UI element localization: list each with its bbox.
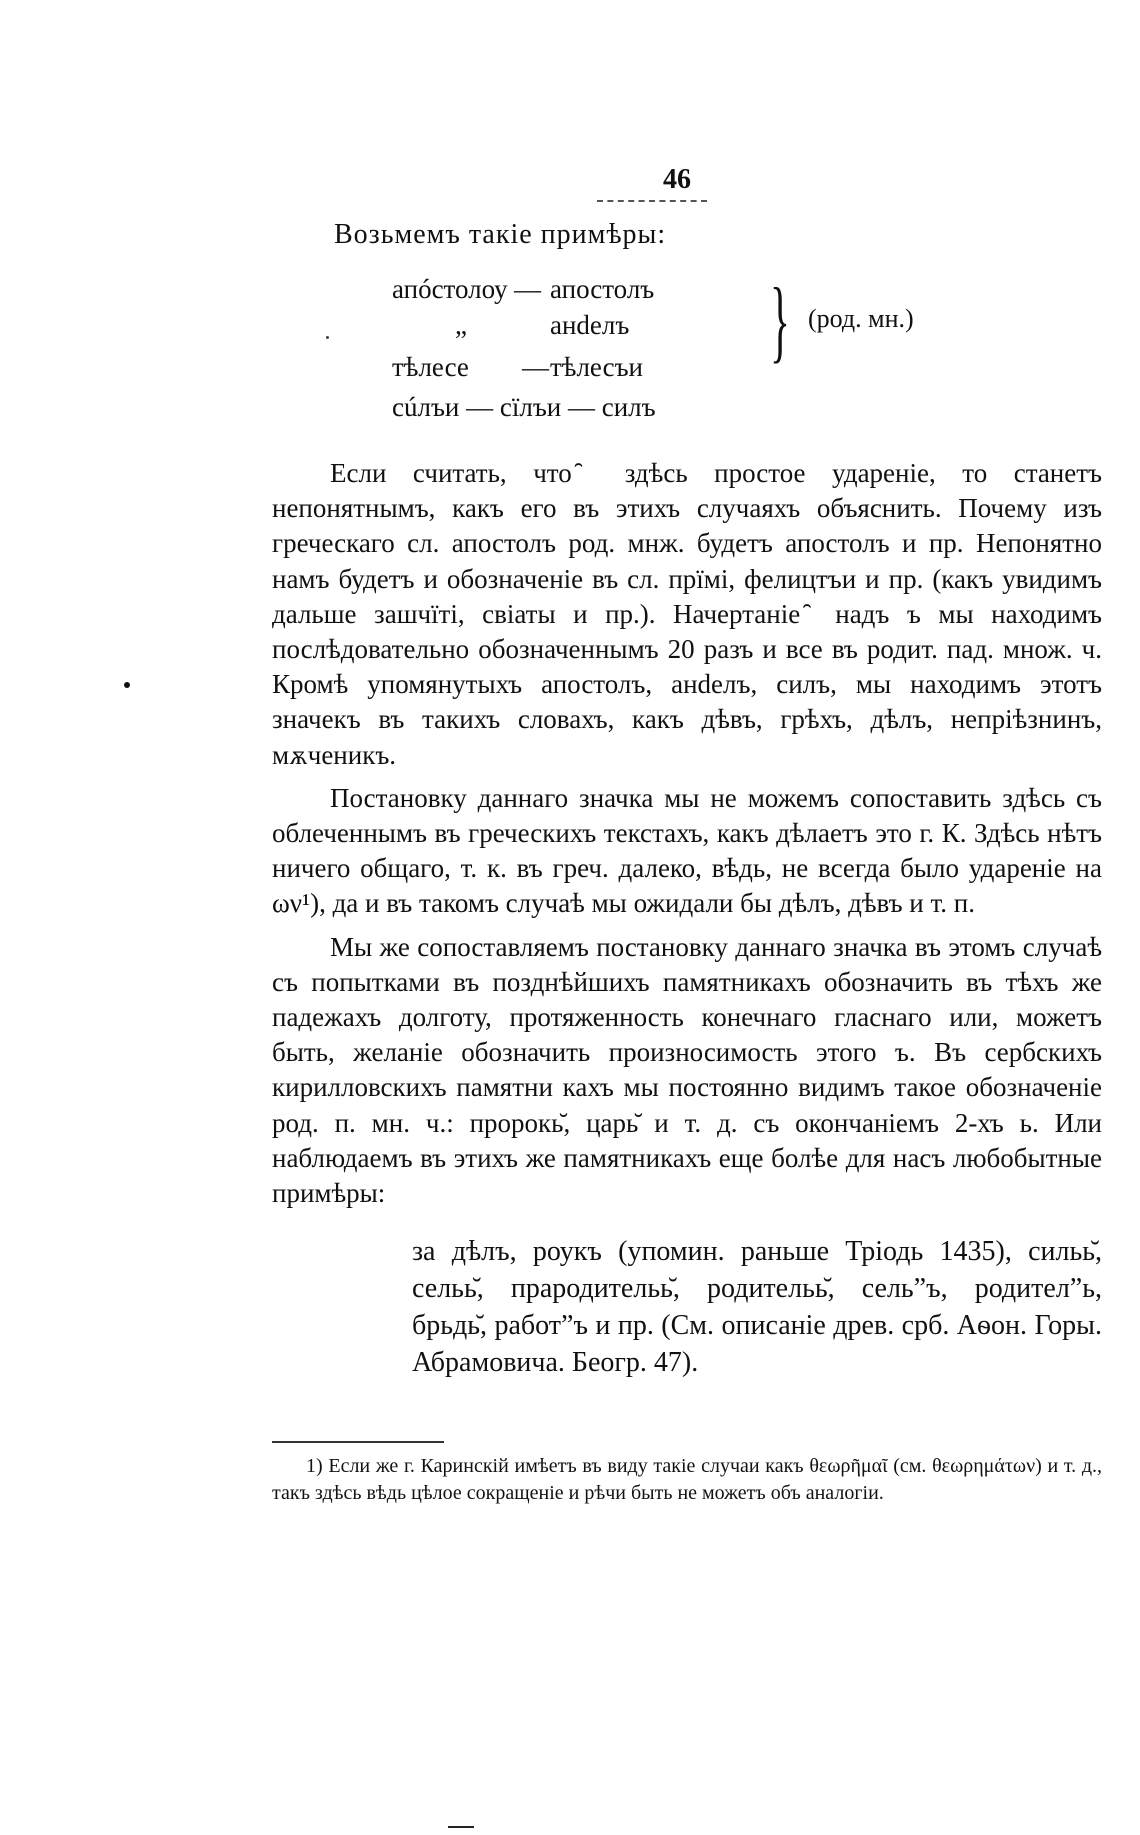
- example-1-right: апостолъ: [550, 274, 655, 304]
- book-page: [272, 160, 1102, 1507]
- examples-block: [272, 266, 1102, 436]
- example-3-right: тѣлесъи: [550, 352, 643, 382]
- paragraph-2: Постановку даннаго значка мы не можемъ сопоставить здѣсь съ облеченнымъ въ греческихъ текстахъ, какъ дѣлаетъ это г. К. Здѣсь нѣтъ ничего общаго, т. к. въ греч. далеко, вѣдь, не всегда было удареніе на ων¹), да и въ такомъ случаѣ мы ожидали бы дѣлъ, дѣвъ и т. п.: [272, 782, 1102, 919]
- paragraph-1: Если считать, что ̑ здѣсь простое удареніе, то станетъ непонятнымъ, какъ его въ этихъ случаяхъ объяснить. Почему изъ греческаго сл. апостолъ род. мнж. будетъ апостолъ и пр. Непонятно намъ будетъ и обозначеніе въ сл. прїмі, фелицтъи и пр. (какъ увидимъ дальше зашчїті, свіаты и пр.). Начертаніе ̑ надъ ъ мы находимъ послѣдовательно обозначеннымъ 20 разъ и все въ родит. пад. множ. ч. Кромѣ упомянутыхъ апостолъ, анdелъ, силъ, мы находимъ этотъ значекъ въ такихъ словахъ, какъ дѣвъ, грѣхъ, дѣлъ, непріѣзнинъ, мѫченикъ.: [272, 458, 1102, 770]
- bottom-mark: [448, 1826, 474, 1828]
- page-number: 46: [663, 164, 691, 195]
- page-number-rule: [597, 200, 707, 202]
- example-4: сúлъи — сїлъи — силъ: [392, 392, 656, 422]
- example-3-left: тѣлесе: [392, 352, 469, 382]
- example-2-right: анdелъ: [550, 310, 630, 340]
- margin-dot: [124, 682, 130, 688]
- quoted-examples: за дѣлъ, роукъ (упомин. раньше Тріодь 1435), сильь̆, сельь̆, прародительь̆, родительь̆, сель”ъ, родител”ь, брьдь̆, работ”ъ и пр. (См. описаніе древ. срб. Аѳон. Горы. Абрамовича. Беогр. 47).: [412, 1236, 1102, 1379]
- scan-speck: [326, 336, 329, 339]
- example-3-dash: —: [522, 352, 549, 382]
- example-2-left: „: [455, 310, 467, 340]
- footnote: 1) Если же г. Каринскій имѣетъ въ виду такіе случаи какъ θεωρῆμαῖ (см. θεωρημάτων) и т. д., такъ здѣсь вѣдь цѣлое сокращеніе и рѣчи быть не можетъ объ аналогіи.: [272, 1455, 1102, 1505]
- example-1-left: апóстолоу: [392, 274, 508, 304]
- genitive-plural-note: (род. мн.): [808, 304, 914, 333]
- right-brace: }: [770, 269, 790, 371]
- paragraph-3: Мы же сопоставляемъ постановку даннаго значка въ этомъ случаѣ съ попытками въ позднѣйшихъ памятникахъ обозначить въ тѣхъ же падежахъ долготу, протяженность конечнаго гласнаго или, можетъ быть, желаніе обозначить произносимость этого ъ. Въ сербскихъ кирилловскихъ памятни кахъ мы постоянно видимъ такое обозначеніе род. п. мн. ч.: пророкь̆, царь̆ и т. д. съ окончаніемъ 2-хъ ь. Или наблюдаемъ въ этихъ же памятникахъ еще болѣе для насъ любобытные примѣры:: [272, 931, 1102, 1209]
- lead-line: Возьмемъ такіе примѣры:: [334, 219, 667, 250]
- example-1-dash: —: [514, 274, 541, 304]
- footnote-rule: [272, 1441, 444, 1443]
